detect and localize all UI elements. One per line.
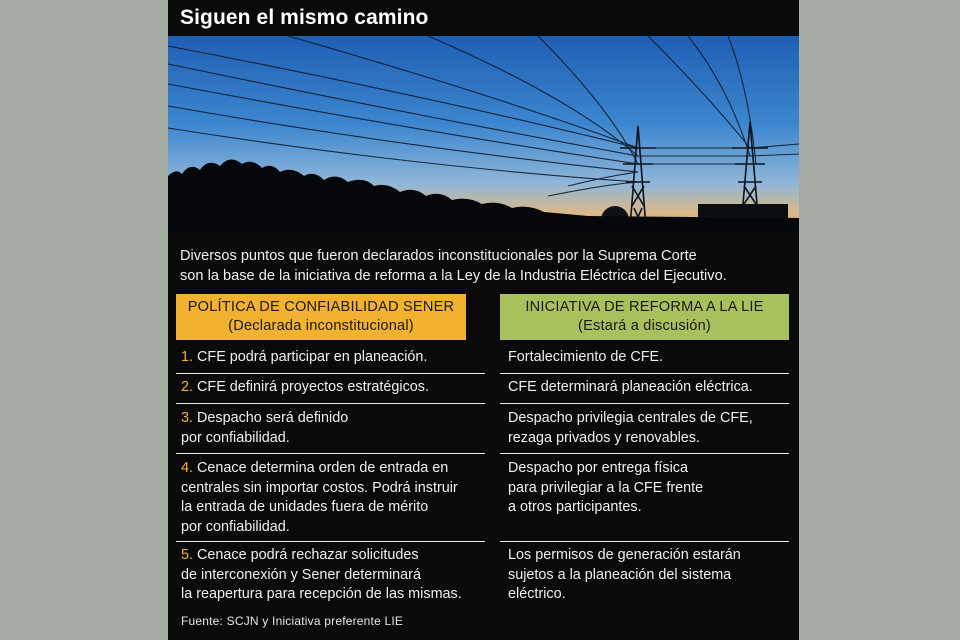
right-text: eléctrico. [508,586,566,602]
left-text: Cenace podrá rechazar solicitudes [197,547,419,563]
left-cell [181,348,481,368]
column-heading-right: INICIATIVA DE REFORMA A LA LIE [525,299,764,315]
left-cell [181,409,481,448]
row-divider [500,373,789,374]
right-text: Los permisos de generación estarán [508,547,741,563]
column-subheading-left: (Declarada inconstitucional) [228,318,414,334]
left-text: por confiabilidad. [181,429,290,446]
left-text: Cenace determina orden de entrada en [197,460,449,476]
row-divider [176,453,485,454]
left-text: CFE definirá proyectos estratégicos. [197,379,429,395]
row-divider [176,541,485,542]
power-lines-photo [168,36,799,232]
column-subheading-right: (Estará a discusión) [578,318,711,334]
right-cell [508,409,793,448]
infographic-title: Siguen el mismo camino [180,6,429,29]
right-text: para privilegiar a la CFE frente [508,479,704,496]
infographic-panel [168,0,799,640]
left-text: Despacho será definido [197,410,349,426]
source-note: Fuente: SCJN y Iniciativa preferente LIE [181,614,404,628]
intro-line-2: son la base de la iniciativa de reforma a la Ley de la Industria Eléctrica del Ejecutivo. [180,268,727,284]
row-number: 2. [181,379,194,395]
column-heading-left: POLÍTICA DE CONFIABILIDAD SENER [187,299,455,315]
row-divider [500,541,789,542]
column-header-sener [176,294,466,340]
right-cell [508,378,793,398]
left-text: centrales sin importar costos. Podrá instruir [181,479,458,496]
intro-line-1: Diversos puntos que fueron declarados inconstitucionales por la Suprema Corte [180,248,697,264]
left-cell [181,546,481,605]
right-cell [508,459,793,518]
right-text: Despacho privilegia centrales de CFE, [508,410,753,426]
right-text: CFE determinará planeación eléctrica. [508,379,753,395]
row-divider [176,403,485,404]
intro-text [180,246,790,286]
right-text: Despacho por entrega física [508,460,688,476]
left-cell [181,459,481,537]
row-number: 1. [181,349,194,365]
right-text: Fortalecimiento de CFE. [508,349,664,365]
right-text: a otros participantes. [508,499,642,515]
left-text: CFE podrá participar en planeación. [197,349,428,365]
right-cell [508,546,793,605]
right-cell [508,348,793,368]
left-cell [181,378,481,398]
left-text: de interconexión y Sener determinará [181,566,421,583]
row-divider [500,453,789,454]
left-text: la entrada de unidades fuera de mérito [181,499,429,515]
right-text: rezaga privados y renovables. [508,429,700,446]
left-text: por confiabilidad. [181,518,290,535]
row-number: 4. [181,460,194,476]
left-text: la reapertura para recepción de las mismas. [181,586,462,602]
row-number: 5. [181,547,194,563]
row-divider [176,373,485,374]
right-text: sujetos a la planeación del sistema [508,566,732,583]
row-number: 3. [181,410,194,426]
row-divider [500,403,789,404]
column-header-lie [500,294,789,340]
